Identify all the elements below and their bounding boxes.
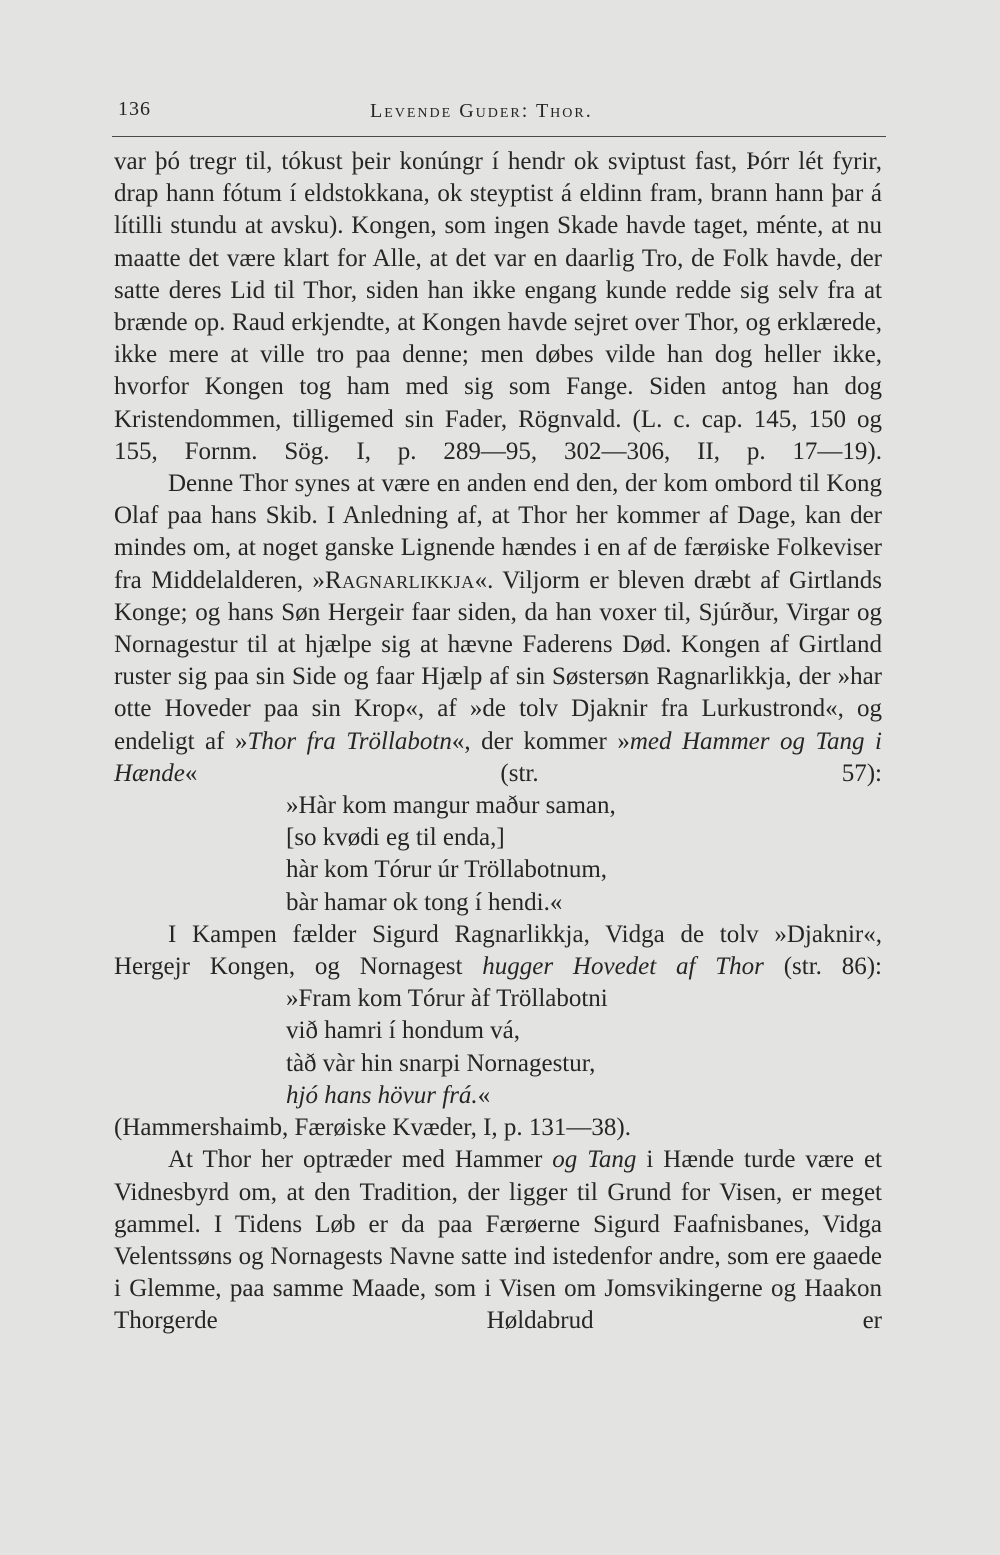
- ballad-title: Ragnarlikkja: [324, 566, 475, 594]
- paragraph-3-text-c: (str. 86):: [763, 953, 882, 981]
- italic-og-tang: og Tang: [552, 1146, 637, 1174]
- verse-line: hàr kom Tórur úr Tröllabotnum,: [286, 856, 608, 884]
- paragraph-2-text-c: «. Viljorm er bleven dræbt af Girtlands Konge; og hans Søn Hergeir faar siden, da han voxer til, Sjúrður, Virgar og Nornagestur til at hjælpe sig at hævne Faderens Død. Kongen af Girtland ruster sig paa sin Side og faar Hjælp af sin Søstersøn Ragnarlikkja, der »har otte Hoveder paa sin Krop«, af »de tolv Djaknir fra Lurkustrond«, og endeligt af »: [114, 566, 882, 755]
- verse-line: [286, 1080, 882, 1112]
- paragraph-3: [114, 919, 882, 983]
- paragraph-5-text-a: At Thor her optræder med Hammer: [168, 1146, 553, 1174]
- italic-thor-fra-trollabotn: Thor fra Tröllabotn: [247, 727, 452, 755]
- paragraph-2-text-g: « (str. 57):: [184, 759, 882, 787]
- verse-line: bàr hamar ok tong í hendi.«: [286, 888, 563, 916]
- paragraph-2-text-a: Denne Thor synes at være en anden end den, der kom ombord til Kong Olaf paa hans Skib. I Anledning af, at Thor her kommer af Dage, kan der mindes om, at noget ganske Lignende hændes i en af de færøiske Folkeviser fra Middelalderen, »: [114, 470, 882, 594]
- italic-hugger-hovedet: hugger Hovedet af Thor: [482, 953, 764, 981]
- verse-line: við hamri í hondum vá,: [286, 1017, 520, 1045]
- verse-line: [so kvødi eg til enda,]: [286, 824, 505, 852]
- page-header: [112, 96, 886, 137]
- paragraph-5-text-c: i Hænde turde være et Vidnesbyrd om, at den Tradition, der ligger til Grund for Visen, er meget gammel. I Tidens Løb er da paa Færøerne Sigurd Faafnisbanes, Vidga Velentssøns og Nornagests Navne satte ind istedenfor andre, som ere gaaede i Glemme, paa samme Maade, som i Visen om Jomsvikingerne og Haakon Thorgerde Høldabrud er: [114, 1146, 883, 1335]
- verse-line: »Hàr kom mangur maður saman,: [286, 792, 616, 820]
- paragraph-2: [114, 468, 882, 790]
- verse-line: tàð vàr hin snarpi Nornagestur,: [286, 1049, 596, 1077]
- body-text: [114, 146, 882, 1338]
- page-number: 136: [118, 98, 151, 120]
- verse-stanza-57: [286, 790, 882, 919]
- paragraph-2-text-e: «, der kommer »: [451, 727, 630, 755]
- paragraph-1: var þó tregr til, tókust þeir konúngr í hendr ok sviptust fast, Þórr lét fyrir, drap hann fótum í eldstokkana, ok steyptist á eldinn fram, brann hann þar á lítilli stundu at avsku). Kongen, som ingen Skade havde taget, ménte, at nu maatte det være klart for Alle, at det var en daarlig Tro, de Folk havde, der satte deres Lid til Thor, siden han ikke engang kunde redde sig selv fra at brænde op. Raud erkjendte, at Kongen havde sejret over Thor, og erklærede, ikke mere at ville tro paa denne; men døbes vilde han dog heller ikke, hvorfor Kongen tog ham med sig som Fange. Siden antog han dog Kristendommen, tilligemed sin Fader, Rögnvald. (L. c. cap. 145, 150 og 155, Fornm. Sög. I, p. 289—95, 302—306, II, p. 17—19).: [114, 148, 882, 465]
- italic-verse-text: hjó hans hövur frá.: [286, 1081, 478, 1109]
- paragraph-5: [114, 1144, 882, 1337]
- verse-line: »Fram kom Tórur àf Tröllabotni: [286, 985, 608, 1013]
- running-title: Levende Guder: Thor.: [370, 100, 593, 122]
- citation-paragraph: (Hammershaimb, Færøiske Kvæder, I, p. 131—38).: [114, 1114, 631, 1142]
- italic-med-hammer-og-tang: med Hammer og Tang i Hænde: [114, 727, 883, 787]
- verse-stanza-86: [286, 983, 882, 1112]
- paragraph-3-text-a: I Kampen fælder Sigurd Ragnarlikkja, Vidga de tolv »Djaknir«, Hergejr Kongen, og Nornagest: [114, 920, 882, 981]
- closing-quote: «: [477, 1081, 491, 1109]
